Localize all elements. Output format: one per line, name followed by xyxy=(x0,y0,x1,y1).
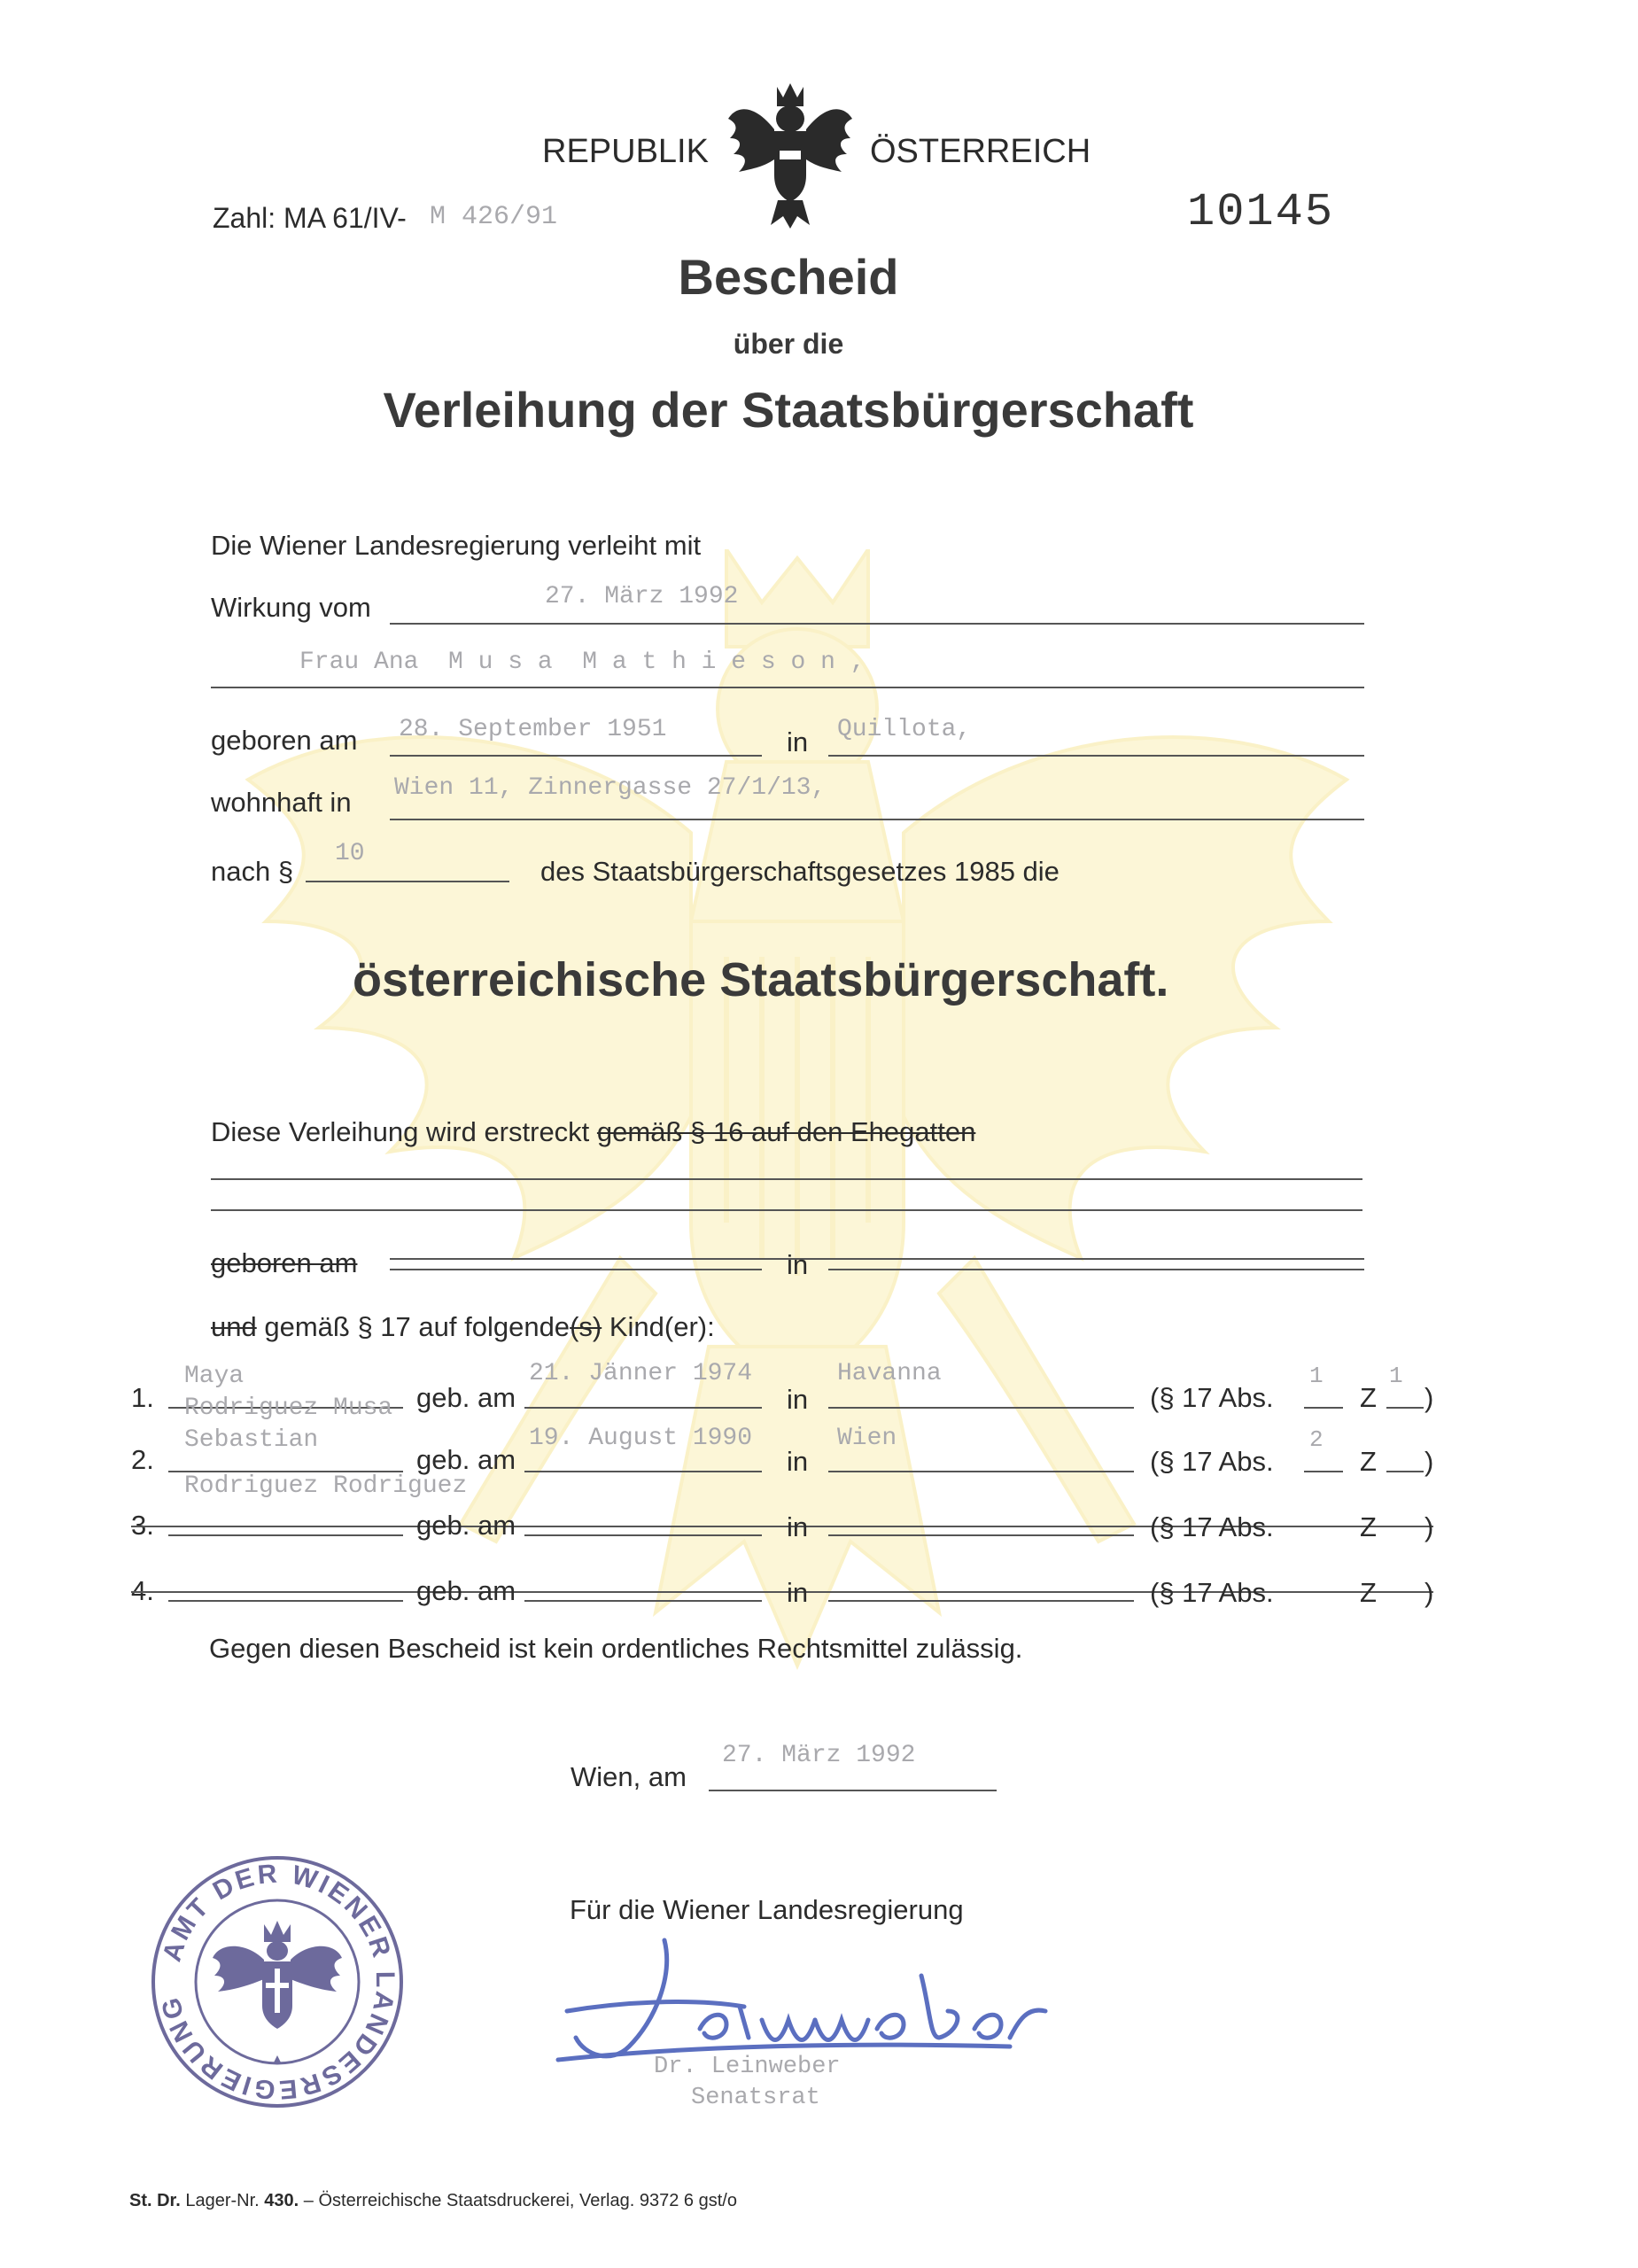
title-bescheid: Bescheid xyxy=(678,249,899,305)
child-1-date-line xyxy=(524,1407,762,1409)
date-place-value: 27. März 1992 xyxy=(722,1742,916,1769)
wirkung-value: 27. März 1992 xyxy=(545,583,739,610)
gesetz-text: des Staatsbürgerschaftsgesetzes 1985 die xyxy=(540,856,1060,887)
child-1-name-1: Maya xyxy=(184,1363,245,1390)
child-1-abs-line xyxy=(1304,1407,1343,1409)
children-end: Kind(er): xyxy=(609,1311,715,1342)
wirkung-label: Wirkung vom xyxy=(211,592,371,623)
child-4-in-label: in xyxy=(787,1577,809,1608)
child-2-abs-line xyxy=(1304,1471,1343,1472)
extension-struck-spouse: gemäß § 16 auf den Ehegatten xyxy=(596,1116,976,1147)
document-number: 10145 xyxy=(1187,186,1335,238)
extension-line xyxy=(211,1116,975,1148)
birthplace-in-label: in xyxy=(787,726,809,757)
child-1-z-line xyxy=(1386,1407,1424,1409)
eagle-watermark xyxy=(195,549,1435,1878)
zahl-label: Zahl: MA 61/IV- xyxy=(213,202,407,234)
child-2-z-label: Z xyxy=(1360,1446,1377,1477)
intro-line: Die Wiener Landesregierung verleiht mit xyxy=(211,530,702,561)
child-2-z-line xyxy=(1386,1471,1424,1472)
date-place-line xyxy=(709,1790,997,1791)
birthplace-value: Quillota, xyxy=(837,716,972,743)
spouse-in-line xyxy=(828,1269,1364,1270)
official-seal xyxy=(149,1853,406,2110)
eagle-emblem-icon xyxy=(728,78,852,229)
child-1-in-label: in xyxy=(787,1384,809,1415)
child-4-name-line xyxy=(168,1600,403,1602)
wohnhaft-line xyxy=(390,819,1364,820)
child-2-abs-label: (§ 17 Abs. xyxy=(1150,1446,1274,1477)
citizenship-heading: österreichische Staatsbürgerschaft. xyxy=(353,953,1169,1006)
child-2-geb-label: geb. am xyxy=(416,1444,516,1475)
child-2-in-label: in xyxy=(787,1446,809,1477)
child-2-close: ) xyxy=(1425,1446,1434,1477)
child-2-place: Wien xyxy=(837,1425,897,1452)
nach-label: nach § xyxy=(211,856,294,887)
children-struck-und: und xyxy=(211,1311,257,1342)
child-1-number: 1. xyxy=(131,1382,154,1413)
child-3-close: ) xyxy=(1425,1511,1434,1542)
child-2-date: 19. August 1990 xyxy=(529,1425,753,1452)
child-4-number: 4. xyxy=(131,1575,154,1606)
child-1-name-2: Rodriguez Musa xyxy=(184,1394,393,1422)
child-1-geb-label: geb. am xyxy=(416,1382,516,1413)
geboren-line xyxy=(390,755,762,757)
name-value: Frau Ana M u s a M a t h i e s o n , xyxy=(299,649,866,676)
child-3-geb-label: geb. am xyxy=(416,1510,516,1541)
header-oesterreich: ÖSTERREICH xyxy=(870,133,1091,170)
child-4-date-line xyxy=(524,1600,762,1602)
seal-text: AMT DER WIENER LANDESREGIERUNG xyxy=(155,1859,400,2105)
child-3-name-line xyxy=(168,1534,403,1536)
child-2-place-line xyxy=(828,1471,1134,1472)
children-intro xyxy=(211,1311,715,1343)
paragraph-line xyxy=(306,881,509,882)
authority-text: Für die Wiener Landesregierung xyxy=(570,1894,964,1925)
spouse-line-1 xyxy=(211,1178,1362,1180)
footer-rest: – Österreichische Staatsdruckerei, Verlag. 9372 6 gst/o xyxy=(303,2191,737,2210)
child-3-date-line xyxy=(524,1534,762,1536)
child-2-name-1: Sebastian xyxy=(184,1426,319,1454)
child-3-abs-label: (§ 17 Abs. xyxy=(1150,1511,1274,1542)
title-ueber-die: über die xyxy=(733,328,844,360)
footer-lager-number: 430. xyxy=(264,2191,299,2210)
geboren-label: geboren am xyxy=(211,725,358,756)
name-line xyxy=(211,687,1364,688)
zahl-value: M 426/91 xyxy=(430,202,558,232)
spouse-strike-line xyxy=(390,1258,1364,1260)
child-3-number: 3. xyxy=(131,1510,154,1541)
signature-graphic xyxy=(549,1922,1063,2073)
child-1-close: ) xyxy=(1425,1382,1434,1413)
title-verleihung: Verleihung der Staatsbürgerschaft xyxy=(383,382,1194,438)
geboren-value: 28. September 1951 xyxy=(399,716,667,743)
children-struck-s: (s) xyxy=(570,1311,602,1342)
child-3-in-label: in xyxy=(787,1511,809,1542)
spouse-geboren-line xyxy=(390,1269,762,1270)
child-1-place: Havanna xyxy=(837,1360,942,1387)
signer-title: Senatsrat xyxy=(691,2085,820,2111)
child-2-name-2: Rodriguez Rodriguez xyxy=(184,1472,468,1500)
child-2-abs-value: 2 xyxy=(1309,1426,1324,1453)
wohnhaft-value: Wien 11, Zinnergasse 27/1/13, xyxy=(394,774,827,802)
child-4-z-label: Z xyxy=(1360,1577,1377,1608)
extension-prefix: Diese Verleihung wird erstreckt xyxy=(211,1116,590,1147)
child-1-abs-value: 1 xyxy=(1309,1363,1324,1389)
footer-bold: St. Dr. xyxy=(129,2191,181,2210)
header-republik: REPUBLIK xyxy=(542,133,709,170)
child-1-z-value: 1 xyxy=(1389,1363,1403,1389)
child-2-number: 2. xyxy=(131,1444,154,1475)
child-4-place-line xyxy=(828,1600,1134,1602)
spouse-in-label: in xyxy=(787,1249,809,1280)
child-4-abs-label: (§ 17 Abs. xyxy=(1150,1577,1274,1608)
child-3-z-label: Z xyxy=(1360,1511,1377,1542)
child-4-close: ) xyxy=(1425,1577,1434,1608)
child-1-date: 21. Jänner 1974 xyxy=(529,1360,753,1387)
child-1-z-label: Z xyxy=(1360,1382,1377,1413)
appeal-text: Gegen diesen Bescheid ist kein ordentliches Rechtsmittel zulässig. xyxy=(209,1633,1023,1664)
wohnhaft-label: wohnhaft in xyxy=(211,787,352,818)
footer-lager-label: Lager-Nr. xyxy=(185,2191,260,2210)
child-4-geb-label: geb. am xyxy=(416,1575,516,1606)
children-text: gemäß § 17 auf folgende xyxy=(264,1311,571,1342)
signer-name: Dr. Leinweber xyxy=(654,2054,841,2080)
spouse-geboren-label: geboren am xyxy=(211,1247,358,1278)
child-2-date-line xyxy=(524,1471,762,1472)
date-place-label: Wien, am xyxy=(571,1761,687,1792)
birthplace-line xyxy=(828,755,1364,757)
footer-text xyxy=(129,2191,737,2211)
child-3-place-line xyxy=(828,1534,1134,1536)
spouse-line-2 xyxy=(211,1209,1362,1211)
wirkung-line xyxy=(390,623,1364,625)
child-1-abs-label: (§ 17 Abs. xyxy=(1150,1382,1274,1413)
paragraph-value: 10 xyxy=(335,840,365,867)
child-1-place-line xyxy=(828,1407,1134,1409)
